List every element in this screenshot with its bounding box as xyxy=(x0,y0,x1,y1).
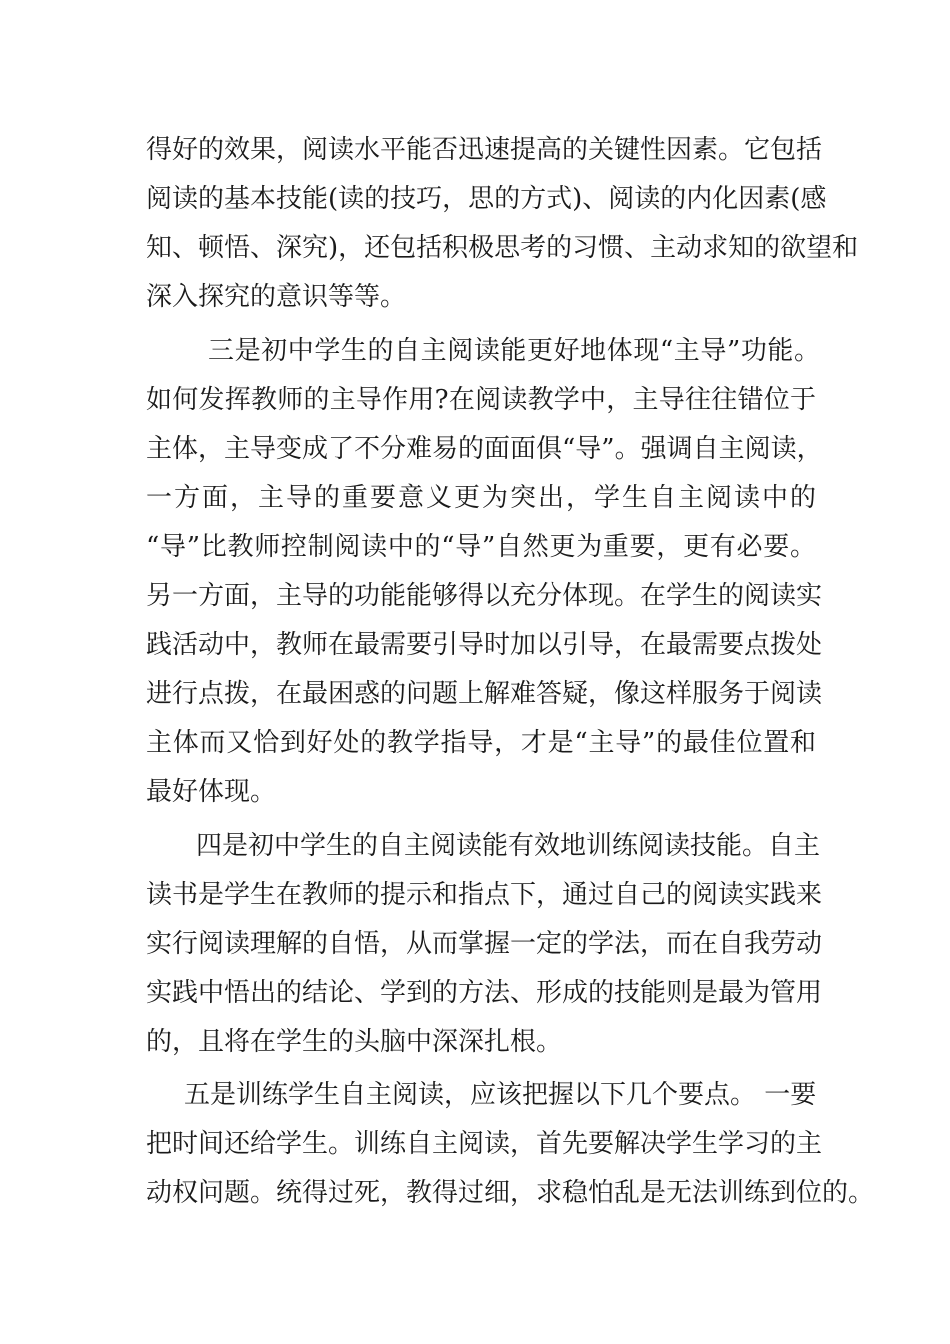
text-line: 知、顿悟、深究)，还包括积极思考的习惯、主动求知的欲望和 xyxy=(146,233,859,263)
text-line: 如何发挥教师的主导作用?在阅读教学中，主导往往错位于 xyxy=(146,385,816,415)
text-line: 进行点拨，在最困惑的问题上解难答疑，像这样服务于阅读 xyxy=(146,679,823,709)
text-line: 得好的效果，阅读水平能否迅速提高的关键性因素。它包括 xyxy=(146,135,823,165)
paragraph-start-line: 五是训练学生自主阅读，应该把握以下几个要点。 一要 xyxy=(184,1080,817,1110)
text-line: 另一方面，主导的功能能够得以充分体现。在学生的阅读实 xyxy=(146,581,823,611)
text-line: 阅读的基本技能(读的技巧，思的方式)、阅读的内化因素(感 xyxy=(146,184,827,214)
text-line: 动权问题。统得过死，教得过细，求稳怕乱是无法训练到位的。 xyxy=(146,1178,875,1208)
text-line: 践活动中，教师在最需要引导时加以引导，在最需要点拨处 xyxy=(146,630,823,660)
text-line: 读书是学生在教师的提示和指点下，通过自己的阅读实践来 xyxy=(146,880,823,910)
text-line: 主体而又恰到好处的教学指导，才是“主导”的最佳位置和 xyxy=(146,728,816,758)
paragraph-start-line: 四是初中学生的自主阅读能有效地训练阅读技能。自主 xyxy=(196,831,821,861)
text-line: 深入探究的意识等等。 xyxy=(146,282,407,312)
text-line: 最好体现。 xyxy=(146,777,277,807)
text-line: 把时间还给学生。训练自主阅读，首先要解决学生学习的主 xyxy=(146,1129,823,1159)
paragraph-start-line: 三是初中学生的自主阅读能更好地体现“主导”功能。 xyxy=(208,336,820,366)
text-line: “导”比教师控制阅读中的“导”自然更为重要，更有必要。 xyxy=(146,532,816,562)
text-line: 的，且将在学生的头脑中深深扎根。 xyxy=(146,1027,563,1057)
text-line: 一方面，主导的重要意义更为突出，学生自主阅读中的 xyxy=(146,483,816,513)
text-line: 主体，主导变成了不分难易的面面俱“导”。强调自主阅读， xyxy=(146,434,823,464)
text-line: 实践中悟出的结论、学到的方法、形成的技能则是最为管用 xyxy=(146,978,823,1008)
text-line: 实行阅读理解的自悟，从而掌握一定的学法，而在自我劳动 xyxy=(146,929,823,959)
